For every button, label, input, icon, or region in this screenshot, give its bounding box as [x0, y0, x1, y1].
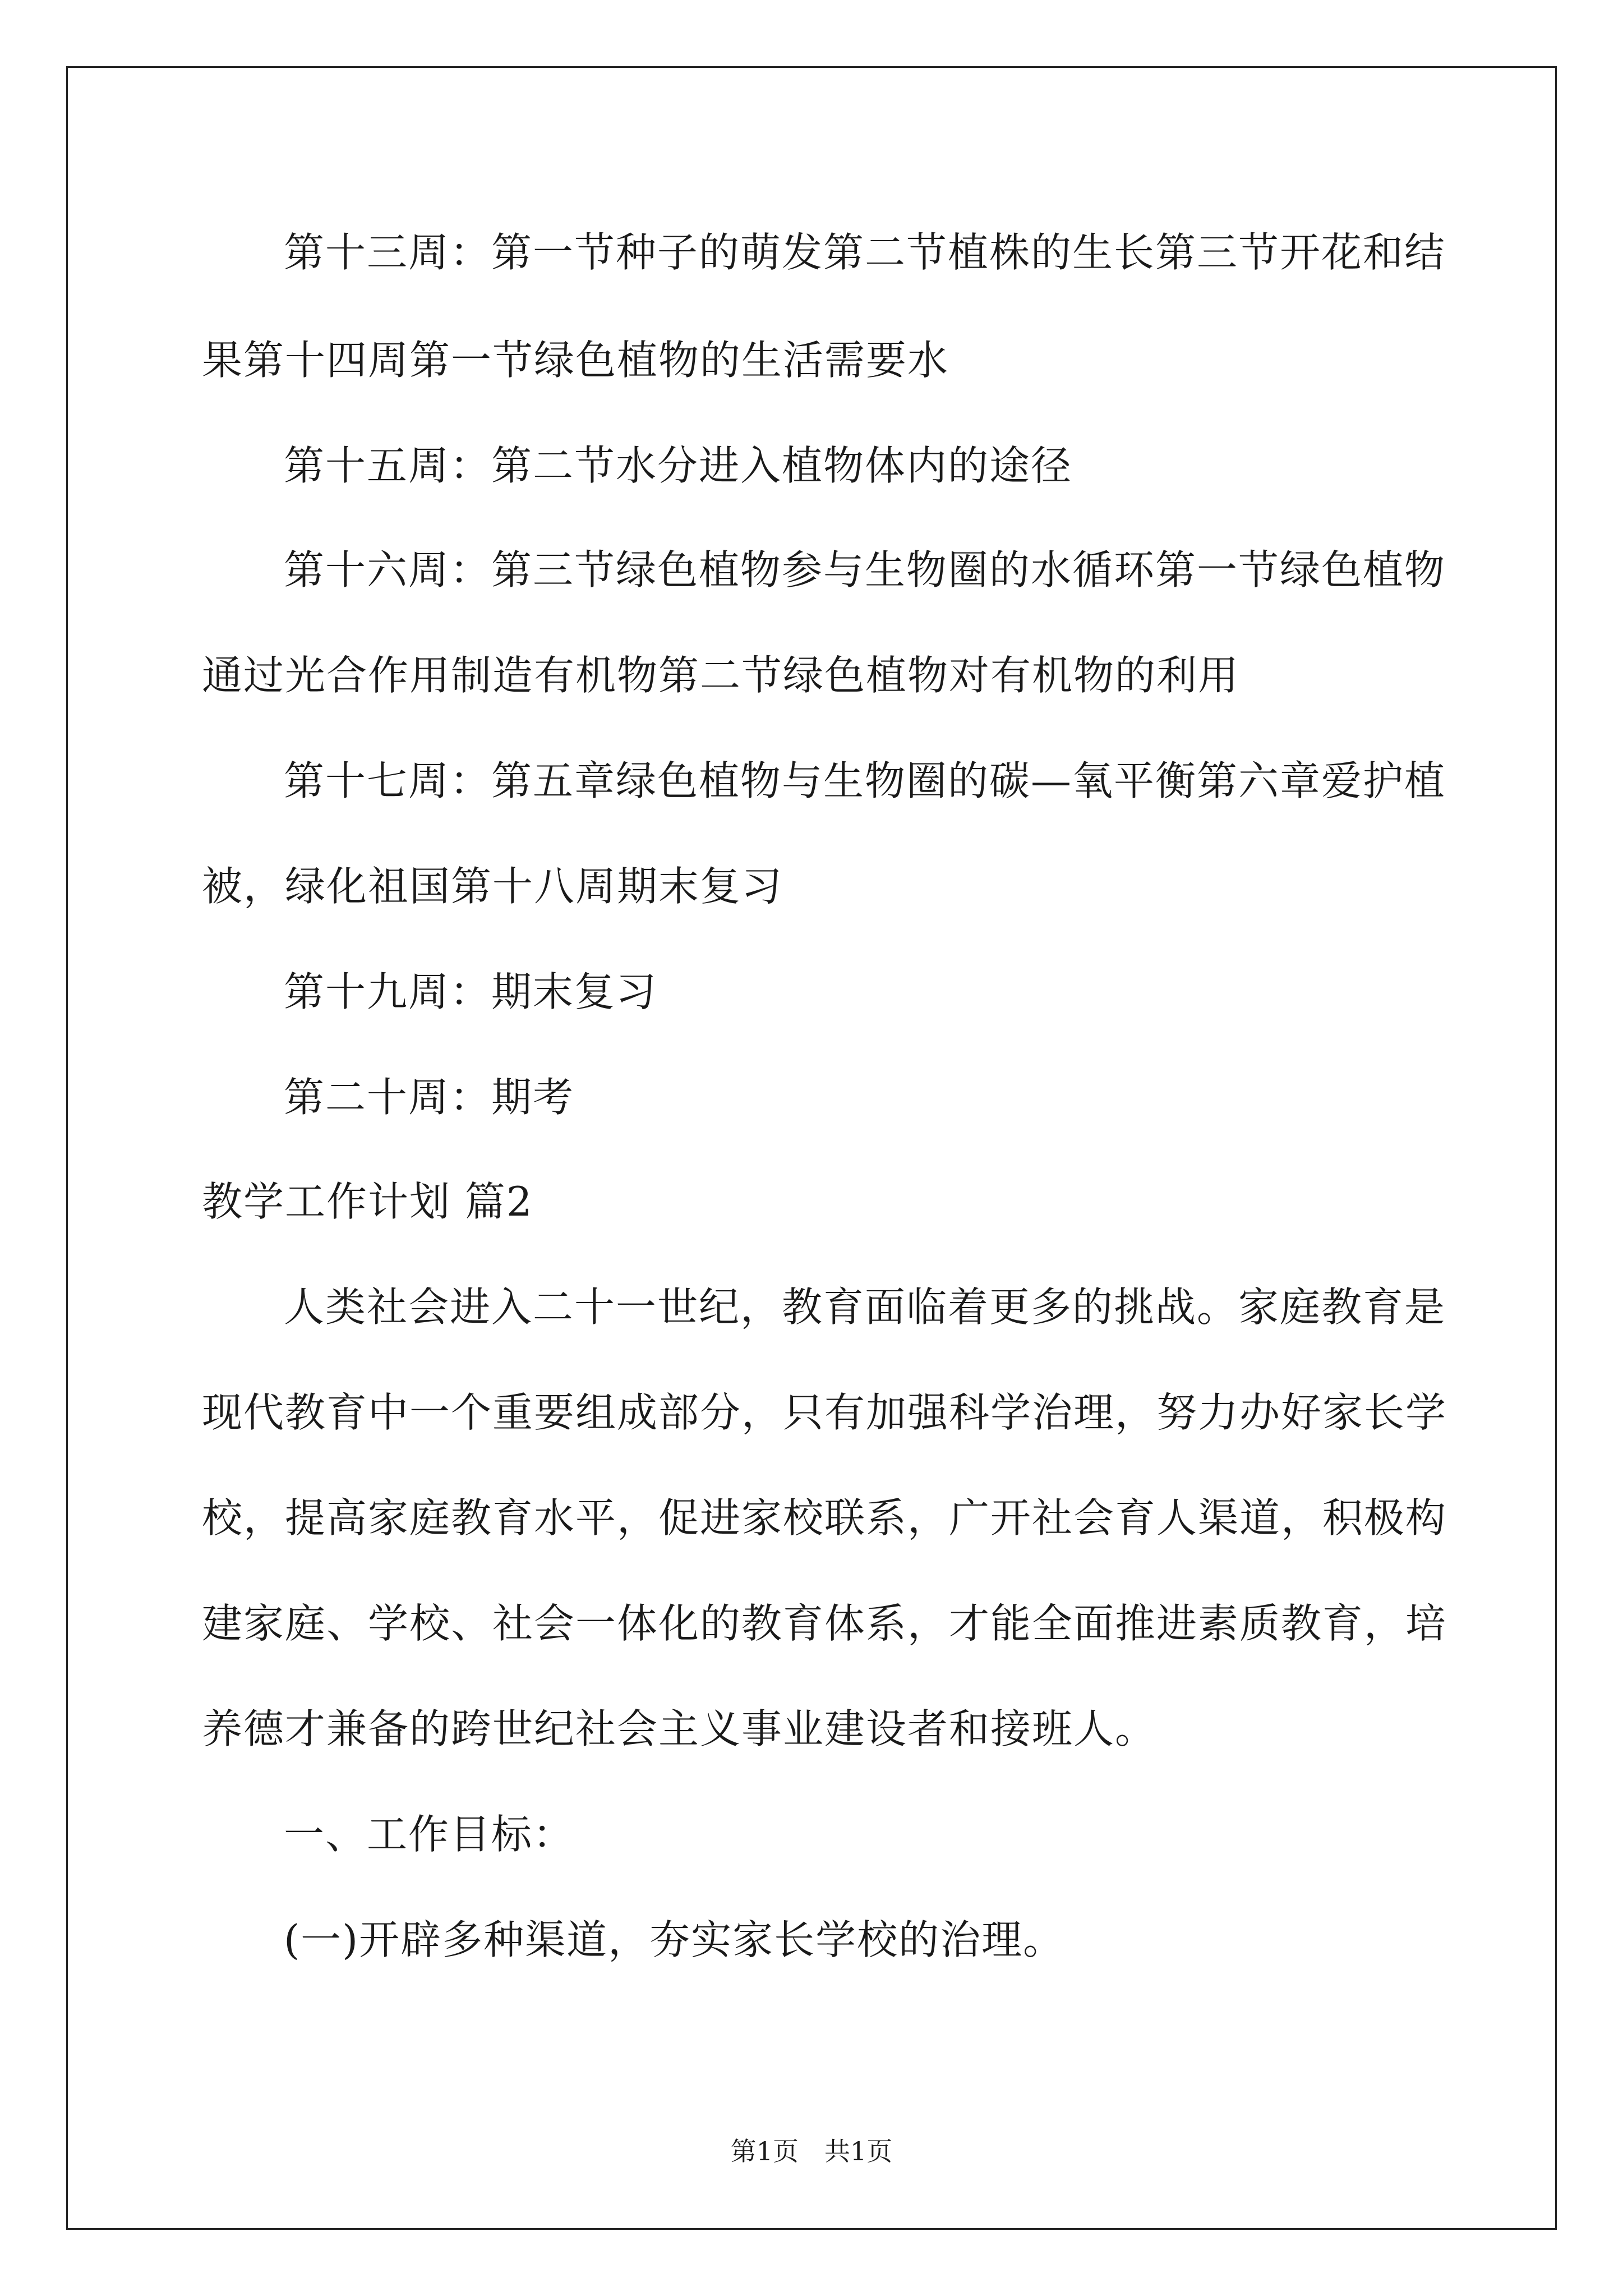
- page-border: [66, 66, 1557, 2230]
- text-line: 第十六周：第三节绿色植物参与生物圈的水循环第一节绿色植物: [284, 546, 1446, 593]
- text-line: 现代教育中一个重要组成部分，只有加强科学治理，努力办好家长学: [202, 1389, 1447, 1436]
- text-line: 通过光合作用制造有机物第二节绿色植物对有机物的利用: [202, 652, 1240, 699]
- text-line: 人类社会进入二十一世纪，教育面临着更多的挑战。家庭教育是: [284, 1283, 1446, 1331]
- text-line: (一)开辟多种渠道，夯实家长学校的治理。: [284, 1916, 1065, 1963]
- text-line: 养德才兼备的跨世纪社会主义事业建设者和接班人。: [202, 1705, 1157, 1752]
- text-line: 第十三周：第一节种子的萌发第二节植株的生长第三节开花和结: [284, 229, 1446, 276]
- text-line: 第十七周：第五章绿色植物与生物圈的碳—氧平衡第六章爱护植: [284, 757, 1446, 804]
- text-line: 第十九周：期末复习: [284, 968, 658, 1015]
- text-line: 被，绿化祖国第十八周期末复习: [202, 863, 783, 910]
- text-line: 第十五周：第二节水分进入植物体内的途径: [284, 442, 1073, 489]
- page-footer: 第1页 共1页: [730, 2136, 893, 2166]
- section-heading: 教学工作计划 篇2: [202, 1178, 533, 1225]
- text-line: 建家庭、学校、社会一体化的教育体系，才能全面推进素质教育，培: [202, 1600, 1447, 1647]
- text-line: 校，提高家庭教育水平，促进家校联系，广开社会育人渠道，积极构: [202, 1494, 1447, 1542]
- text-line: 第二十周：期考: [284, 1074, 575, 1121]
- text-line: 一、工作目标：: [284, 1811, 575, 1858]
- text-line: 果第十四周第一节绿色植物的生活需要水: [202, 337, 949, 384]
